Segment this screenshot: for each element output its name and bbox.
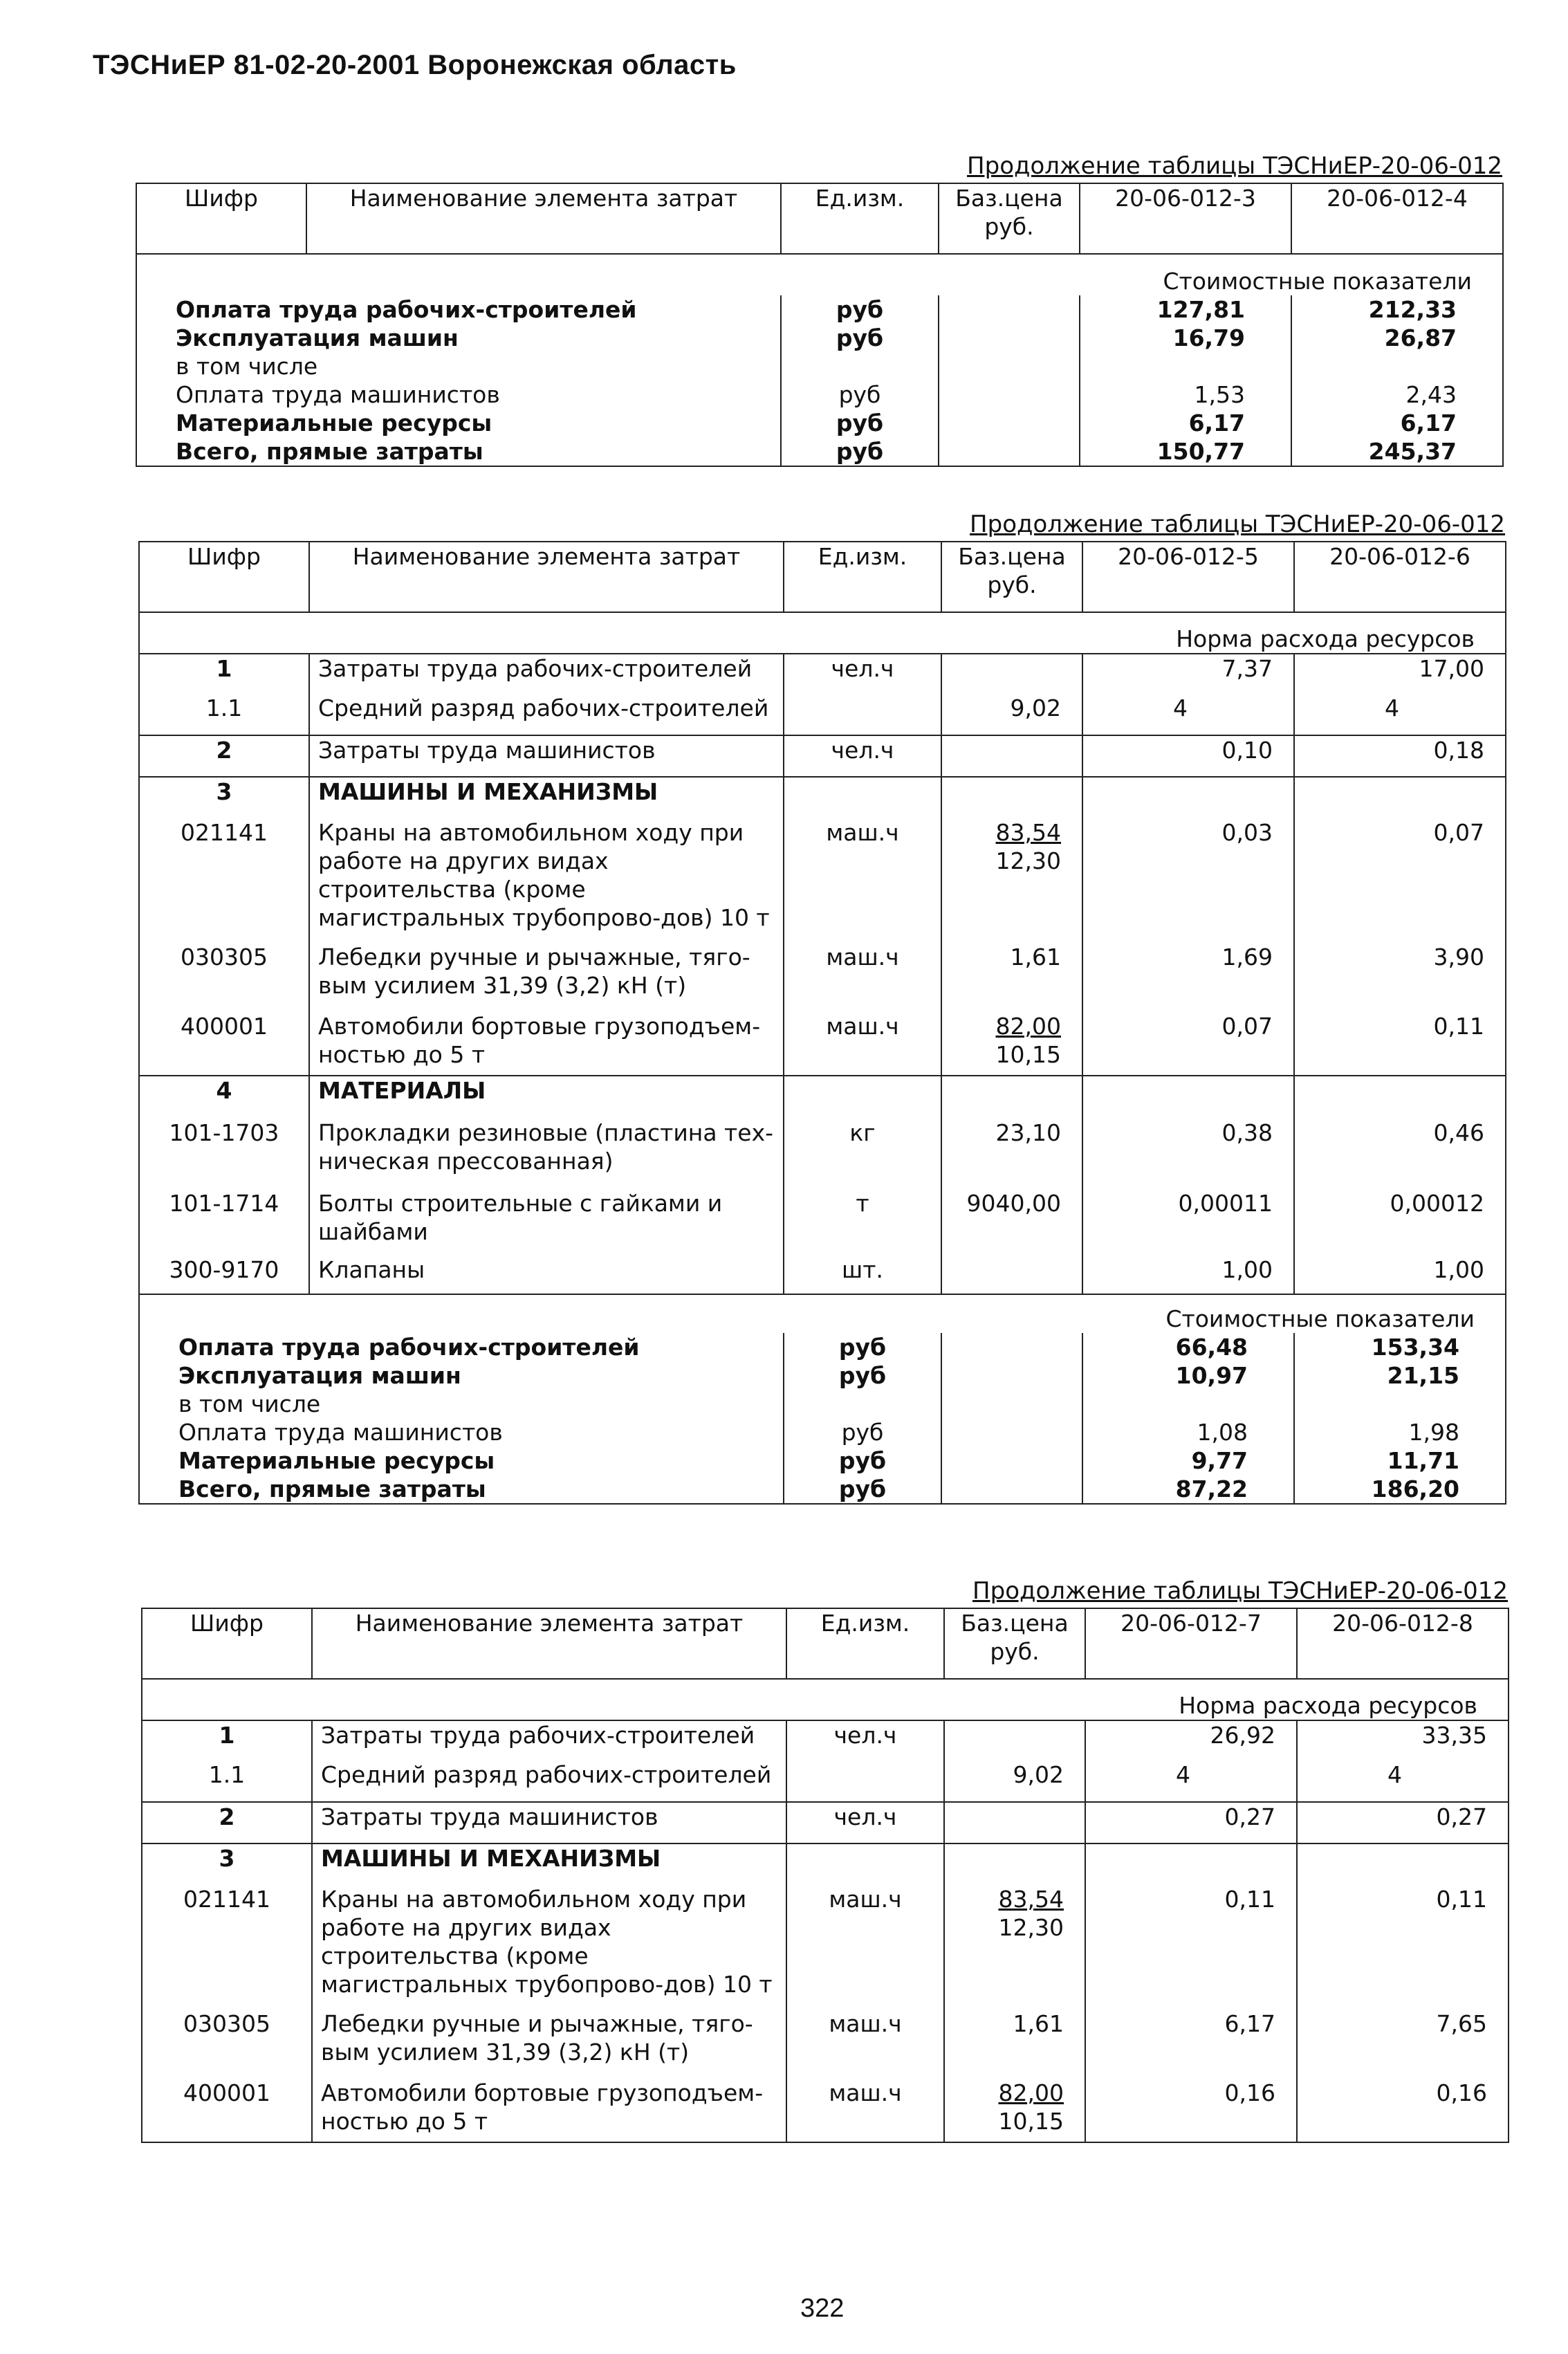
cost-row: в том числе [139,1390,1506,1418]
cost-table [136,183,1504,467]
column-header-a: 20-06-012-3 [1080,183,1291,254]
table-row: 400001 Автомобили бортовые грузоподъем-ностью до 5 т маш.ч 82,00 10,15 0,07 0,11 [139,1012,1506,1076]
column-header-name: Наименование элемента затрат [312,1608,786,1679]
column-header-b: 20-06-012-8 [1297,1608,1509,1679]
cost-row: Эксплуатация машин руб 10,97 21,15 [139,1361,1506,1390]
column-header-code: Шифр [142,1608,312,1679]
section-header: 4 МАТЕРИАЛЫ [139,1076,1506,1119]
section-header: 3 МАШИНЫ И МЕХАНИЗМЫ [139,777,1506,818]
column-header-base-price: Баз.цена руб. [944,1608,1085,1679]
table-row: 1.1 Средний разряд рабочих-строителей 9,02 4 4 [139,694,1506,735]
cost-row: Оплата труда рабочих-строителей руб 66,48 153,34 [139,1333,1506,1361]
cost-row: Материальные ресурсы руб 9,77 11,71 [139,1446,1506,1475]
column-header-base-price: Баз.цена руб. [941,542,1082,612]
table-row: 021141 Краны на автомобильном ходу при работе на других видах строительства (кроме магистральных трубопрово-дов) 10 т маш.ч 83,54 12,30 0,03 0,07 [139,818,1506,943]
column-header-b: 20-06-012-4 [1291,183,1503,254]
column-header-b: 20-06-012-6 [1294,542,1506,612]
column-header-name: Наименование элемента затрат [309,542,784,612]
table-row: 2 Затраты труда машинистов чел.ч 0,10 0,18 [139,735,1506,777]
column-header-unit: Ед.изм. [784,542,941,612]
column-header-code: Шифр [136,183,306,254]
cost-row: Эксплуатация машин руб 16,79 26,87 [136,324,1503,352]
band-norm: Норма расхода ресурсов [139,612,1506,654]
resource-table [141,1608,1509,2143]
column-header-a: 20-06-012-5 [1082,542,1294,612]
band-cost-indicators: Стоимостные показатели [136,254,1503,295]
table-row: 101-1714 Болты строительные с гайками и шайбами т 9040,00 0,00011 0,00012 [139,1189,1506,1256]
cost-row: Оплата труда машинистов руб 1,53 2,43 [136,380,1503,409]
cost-rows [136,295,1503,466]
cost-row: в том числе [136,352,1503,380]
band-cost-indicators: Стоимостные показатели [139,1294,1506,1333]
table-caption: Продолжение таблицы ТЭСНиЕР-20-06-012 [972,1577,1508,1605]
table-row: 400001 Автомобили бортовые грузоподъем-ностью до 5 т маш.ч 82,00 10,15 0,16 0,16 [142,2079,1509,2142]
table-row: 2 Затраты труда машинистов чел.ч 0,27 0,27 [142,1802,1509,1843]
column-header-base-price: Баз.цена руб. [939,183,1080,254]
table-caption: Продолжение таблицы ТЭСНиЕР-20-06-012 [967,152,1502,180]
cost-row: Всего, прямые затраты руб 150,77 245,37 [136,437,1503,466]
column-header-unit: Ед.изм. [781,183,939,254]
table-row: 1 Затраты труда рабочих-строителей чел.ч 7,37 17,00 [139,654,1506,694]
band-norm: Норма расхода ресурсов [142,1679,1509,1720]
cost-row: Оплата труда рабочих-строителей руб 127,81 212,33 [136,295,1503,324]
table-row: 1 Затраты труда рабочих-строителей чел.ч 26,92 33,35 [142,1720,1509,1760]
page-title: ТЭСНиЕР 81-02-20-2001 Воронежская область [93,50,737,80]
table-row: 030305 Лебедки ручные и рычажные, тяго-вым усилием 31,39 (3,2) кН (т) маш.ч 1,61 1,69 3,90 [139,943,1506,1012]
cost-rows [139,1333,1506,1504]
column-header-name: Наименование элемента затрат [306,183,781,254]
column-header-code: Шифр [139,542,309,612]
cost-row: Оплата труда машинистов руб 1,08 1,98 [139,1418,1506,1446]
table-row: 021141 Краны на автомобильном ходу при работе на других видах строительства (кроме магистральных трубопрово-дов) 10 т маш.ч 83,54 12,30 0,11 0,11 [142,1885,1509,2010]
cost-row: Всего, прямые затраты руб 87,22 186,20 [139,1475,1506,1504]
table-row: 030305 Лебедки ручные и рычажные, тяго-вым усилием 31,39 (3,2) кН (т) маш.ч 1,61 6,17 7,65 [142,2010,1509,2079]
table-row: 101-1703 Прокладки резиновые (пластина тех-ническая прессованная) кг 23,10 0,38 0,46 [139,1119,1506,1189]
resource-table [138,541,1506,1505]
table-row: 300-9170 Клапаны шт. 1,00 1,00 [139,1256,1506,1294]
cost-row: Материальные ресурсы руб 6,17 6,17 [136,409,1503,437]
page-number: 322 [800,2294,845,2323]
section-header: 3 МАШИНЫ И МЕХАНИЗМЫ [142,1843,1509,1885]
column-header-unit: Ед.изм. [786,1608,944,1679]
column-header-a: 20-06-012-7 [1085,1608,1297,1679]
table-row: 1.1 Средний разряд рабочих-строителей 9,02 4 4 [142,1760,1509,1802]
table-caption: Продолжение таблицы ТЭСНиЕР-20-06-012 [970,511,1505,538]
